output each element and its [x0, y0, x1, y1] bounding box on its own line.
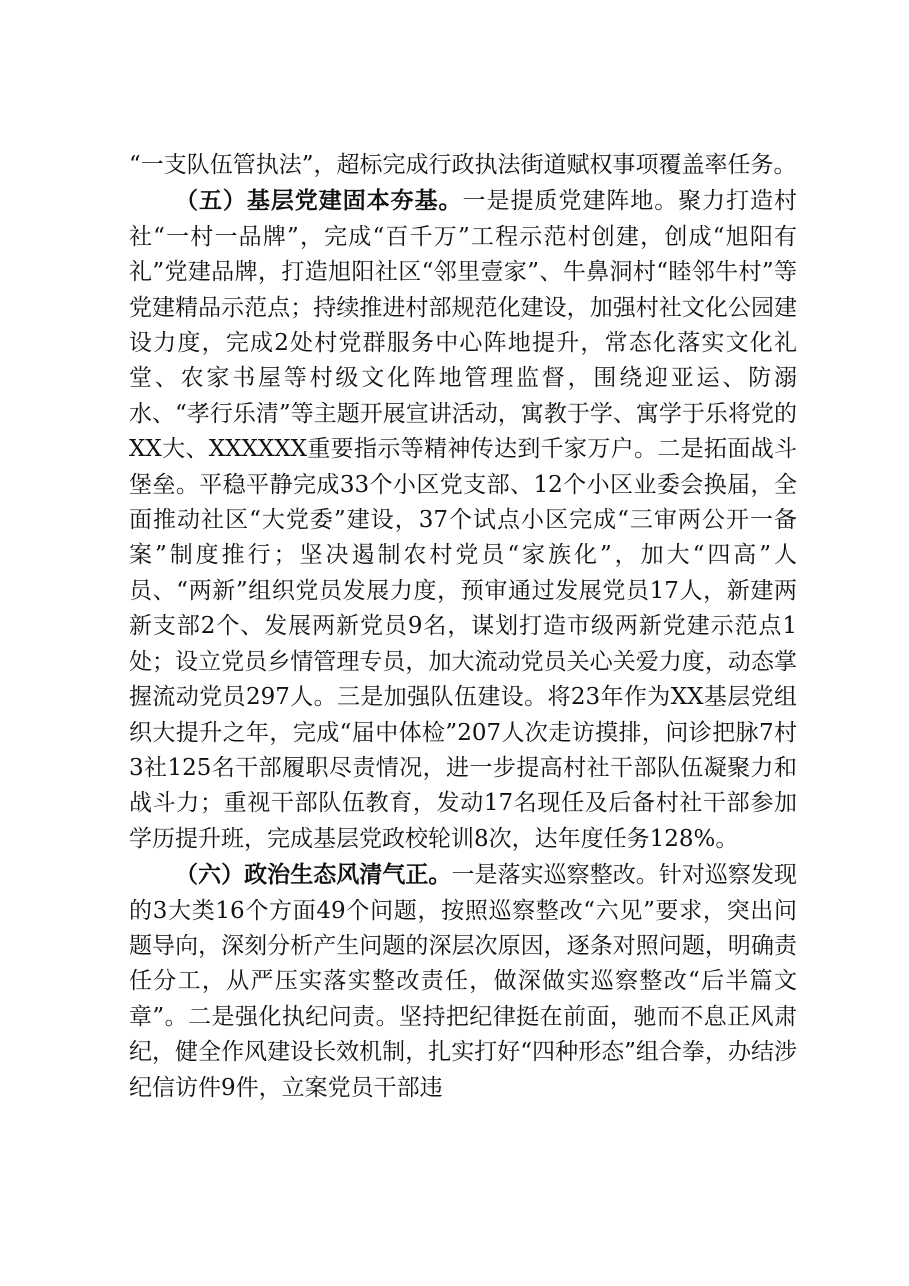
paragraph-body: 一是提质党建阵地。聚力打造村社“一村一品牌”，完成“百千万”工程示范村创建，创成“旭阳有礼”党建品牌，打造旭阳社区“邻里壹家”、牛鼻洞村“睦邻牛村”等党建精品示范点；持续推进村部规范化建设，加强村社文化公园建设力度，完成2处村党群服务中心阵地提升，常态化落实文化礼堂、农家书屋等村级文化阵地管理监督，围绕迎亚运、防溺水、“孝行乐清”等主题开展宣讲活动，寓教于学、寓学于乐将党的XX大、XXXXXX重要指示等精神传达到千家万户。二是拓面战斗堡垒。平稳平静完成33个小区党支部、12个小区业委会换届，全面推动社区“大党委”建设，37个试点小区完成“三审两公开一备案”制度推行；坚决遏制农村党员“家族化”，加大“四高”人员、“两新”组织党员发展力度，预审通过发展党员17人，新建两新支部2个、发展两新党员9名，谋划打造市级两新党建示范点1处；设立党员乡情管理专员，加大流动党员关心关爱力度，动态掌握流动党员297人。三是加强队伍建设。将23年作为XX基层党组织大提升之年，完成“届中体检”207人次走访摸排，问诊把脉7村3社125名干部履职尽责情况，进一步提高村社干部队伍凝聚力和战斗力；重视干部队伍教育，发动17名现任及后备村社干部参加学历提升班，完成基层党政校轮训8次，达年度任务128%。 — [129, 188, 798, 852]
paragraph-body: 一是落实巡察整改。针对巡察发现的3大类16个方面49个问题，按照巡察整改“六见”要求，突出问题导向，深刻分析产生问题的深层次原因，逐条对照问题，明确责任分工，从严压实落实整改责任，做深做实巡察整改“后半篇文章”。二是强化执纪问责。坚持把纪律挺在前面，驰而不息正风肃纪，健全作风建设长效机制，扎实打好“四种形态”组合拳，办结涉纪信访件9件，立案党员干部违 — [129, 862, 798, 1101]
paragraph-continuation — [129, 148, 797, 183]
section-heading-five: （五）基层党建固本夯基。 — [175, 187, 463, 215]
paragraph-grassroots-party-building — [129, 183, 797, 857]
paragraph-body: “一支队伍管执法”，超标完成行政执法街道赋权事项覆盖率任务。 — [129, 152, 797, 178]
document-body — [129, 148, 797, 1106]
paragraph-political-ecology — [129, 857, 797, 1106]
section-heading-six: （六）政治生态风清气正。 — [175, 861, 452, 889]
